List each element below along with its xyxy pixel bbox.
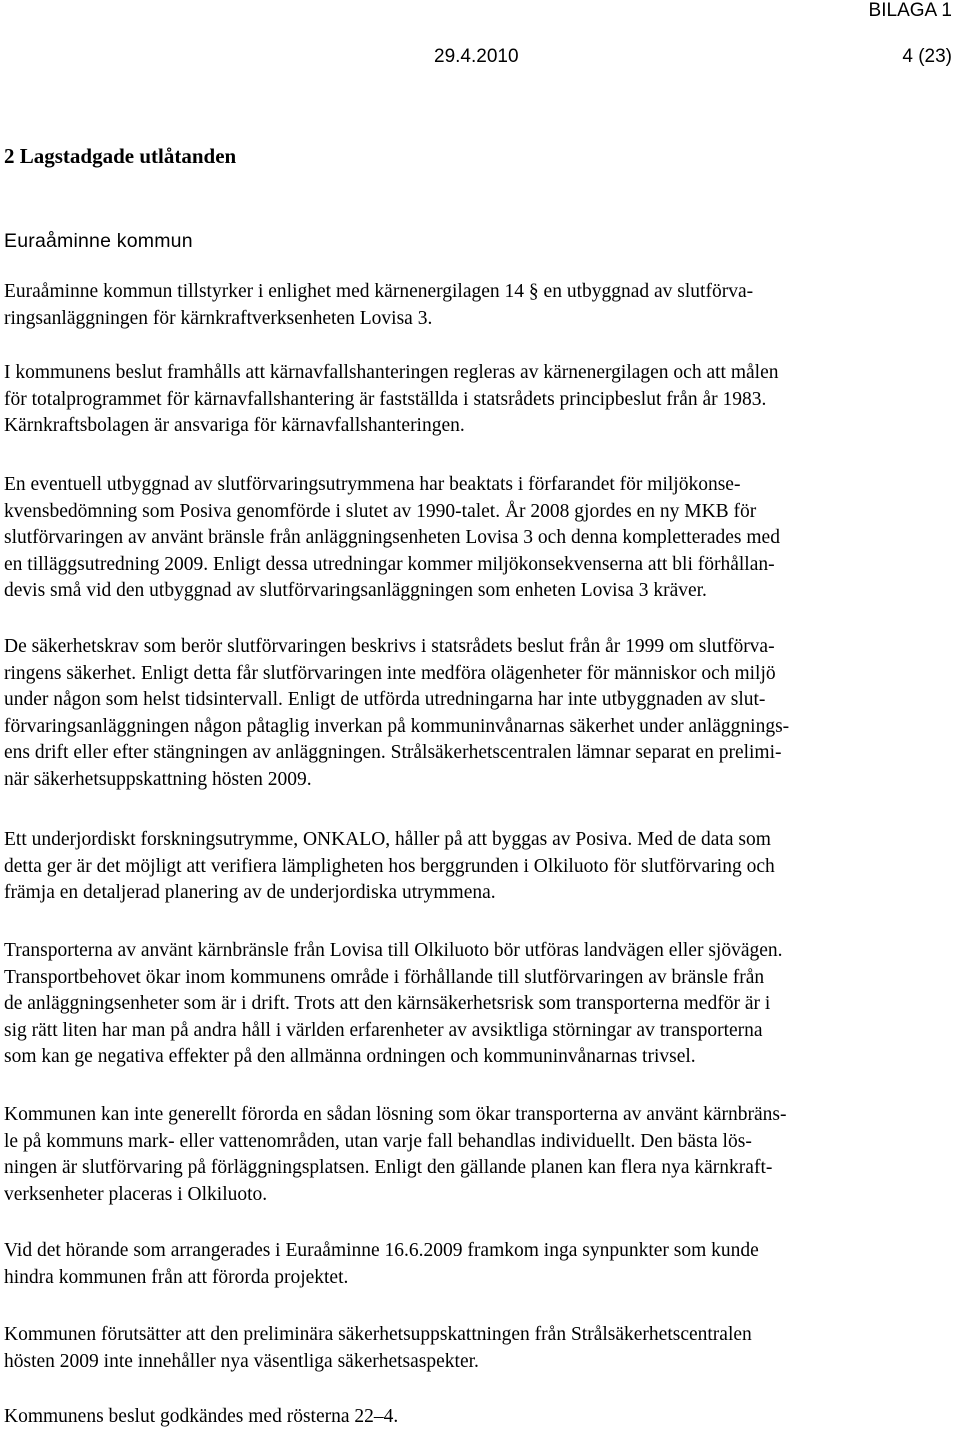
paragraph-1 <box>4 279 954 332</box>
paragraph-line: Kommunens beslut godkändes med rösterna 22–4. <box>4 1406 399 1427</box>
section-subheading: Euraåminne kommun <box>4 230 193 252</box>
paragraph-line: I kommunens beslut framhålls att kärnavfallshanteringen regleras av kärnenergilagen och att målen <box>4 362 779 383</box>
page-number: 4 (23) <box>902 46 952 67</box>
paragraph-line: sig rätt liten har man på andra håll i världen erfarenheter av avsiktliga störningar av transporterna <box>4 1019 763 1041</box>
section-title: 2 Lagstadgade utlåtanden <box>4 144 237 168</box>
paragraph-5 <box>4 827 954 907</box>
paragraph-line: de anläggningsenheter som är i drift. Trots att den kärnsäkerhetsrisk som transporterna medför är i <box>4 993 771 1014</box>
paragraph-line: hösten 2009 inte innehåller nya väsentliga säkerhetsaspekter. <box>4 1350 479 1372</box>
paragraph-line: för totalprogrammet för kärnavfallshantering är fastställda i statsrådets principbeslut från år 1983. <box>4 388 767 410</box>
paragraph-line: ens drift eller efter stängningen av anläggningen. Strålsäkerhetscentralen lämnar separat en prelimi- <box>4 742 782 763</box>
paragraph-10 <box>4 1404 954 1431</box>
paragraph-line: Euraåminne kommun tillstyrker i enlighet med kärnenergilagen 14 § en utbyggnad av slutförva- <box>4 281 754 302</box>
paragraph-line: Kärnkraftsbolagen är ansvariga för kärnavfallshanteringen. <box>4 415 465 436</box>
paragraph-line: detta ger är det möjligt att verifiera lämpligheten hos berggrunden i Olkiluoto för slutförvaring och <box>4 855 775 877</box>
paragraph-line: Ett underjordiskt forskningsutrymme, ONKALO, håller på att byggas av Posiva. Med de data som <box>4 829 771 850</box>
paragraph-line: som kan ge negativa effekter på den allmänna ordningen och kommuninvånarnas trivsel. <box>4 1046 696 1067</box>
paragraph-3 <box>4 472 954 605</box>
paragraph-line: Kommunen förutsätter att den preliminära säkerhetsuppskattningen från Strålsäkerhetscentralen <box>4 1324 752 1345</box>
paragraph-line: Kommunen kan inte generellt förorda en sådan lösning som ökar transporterna av använt kärnbräns- <box>4 1104 787 1125</box>
paragraph-6 <box>4 938 954 1071</box>
paragraph-line: En eventuell utbyggnad av slutförvaringsutrymmena har beaktats i förfarandet för miljökonse- <box>4 474 741 495</box>
paragraph-7 <box>4 1102 954 1208</box>
paragraph-line: hindra kommunen från att förorda projektet. <box>4 1266 349 1288</box>
paragraph-line: en tilläggsutredning 2009. Enligt dessa utredningar kommer miljökonsekvenserna att bli förhållan- <box>4 553 775 575</box>
document-date: 29.4.2010 <box>434 46 519 67</box>
paragraph-line: när säkerhetsuppskattning hösten 2009. <box>4 768 312 790</box>
paragraph-line: ringens säkerhet. Enligt detta får slutförvaringen inte medföra olägenheter för människor och miljö <box>4 662 776 684</box>
paragraph-line: Vid det hörande som arrangerades i Euraåminne 16.6.2009 framkom inga synpunkter som kunde <box>4 1240 759 1261</box>
paragraph-8 <box>4 1238 954 1291</box>
paragraph-line: le på kommuns mark- eller vattenområden, utan varje fall behandlas individuellt. Den bästa lös- <box>4 1130 752 1152</box>
paragraph-line: förvaringsanläggningen någon påtaglig inverkan på kommuninvånarnas säkerhet under anläggnings- <box>4 715 790 737</box>
paragraph-line: kvensbedömning som Posiva genomförde i slutet av 1990-talet. År 2008 gjordes en ny MKB för <box>4 500 757 522</box>
paragraph-line: devis små vid den utbyggnad av slutförvaringsanläggningen som enheten Lovisa 3 kräver. <box>4 580 707 601</box>
paragraph-2 <box>4 360 954 440</box>
paragraph-9 <box>4 1322 954 1375</box>
paragraph-line: under någon som helst tidsintervall. Enligt de utförda utredningarna har inte utbyggnaden av slut- <box>4 689 766 710</box>
paragraph-line: De säkerhetskrav som berör slutförvaringen beskrivs i statsrådets beslut från år 1999 om slutförva- <box>4 636 775 657</box>
paragraph-line: ringsanläggningen för kärnkraftverksenheten Lovisa 3. <box>4 307 433 329</box>
appendix-label: BILAGA 1 <box>868 0 952 21</box>
paragraph-4 <box>4 634 954 793</box>
paragraph-line: ningen är slutförvaring på förläggningsplatsen. Enligt den gällande planen kan flera nya kärnkraft- <box>4 1157 773 1178</box>
paragraph-line: främja en detaljerad planering av de underjordiska utrymmena. <box>4 882 496 903</box>
paragraph-line: verksenheter placeras i Olkiluoto. <box>4 1183 268 1205</box>
paragraph-line: slutförvaringen av använt bränsle från anläggningsenheten Lovisa 3 och denna kompletterades med <box>4 527 780 548</box>
paragraph-line: Transporterna av använt kärnbränsle från Lovisa till Olkiluoto bör utföras landvägen eller sjövägen. <box>4 940 783 961</box>
paragraph-line: Transportbehovet ökar inom kommunens område i förhållande till slutförvaringen av bränsle från <box>4 966 765 988</box>
